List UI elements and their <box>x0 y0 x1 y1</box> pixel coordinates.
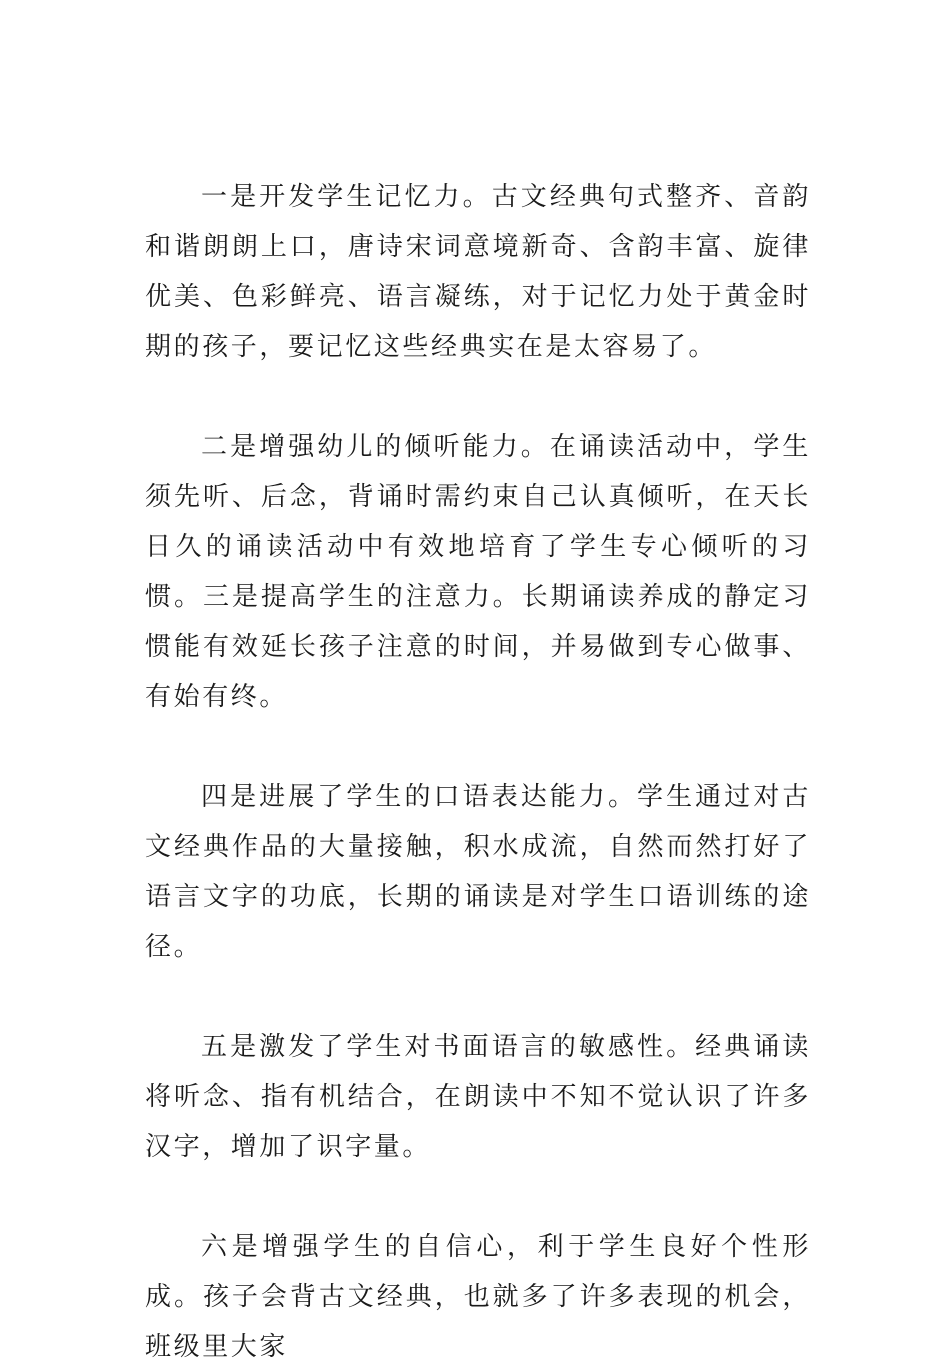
document-body <box>145 172 811 1372</box>
paragraph-written-language: 五是激发了学生对书面语言的敏感性。经典诵读将听念、指有机结合，在朗读中不知不觉认识了许多汉字，增加了识字量。 <box>145 1032 811 1162</box>
paragraph-confidence: 六是增强学生的自信心，利于学生良好个性形成。孩子会背古文经典，也就多了许多表现的机会，班级里大家 <box>145 1232 811 1362</box>
paragraph-listening: 二是增强幼儿的倾听能力。在诵读活动中，学生须先听、后念，背诵时需约束自己认真倾听，在天长日久的诵读活动中有效地培育了学生专心倾听的习惯。三是提高学生的注意力。长期诵读养成的静定习惯能有效延长孩子注意的时间，并易做到专心做事、有始有终。 <box>145 432 811 712</box>
paragraph-oral-expression: 四是进展了学生的口语表达能力。学生通过对古文经典作品的大量接触，积水成流，自然而然打好了语言文字的功底，长期的诵读是对学生口语训练的途径。 <box>145 782 811 962</box>
paragraph-memory: 一是开发学生记忆力。古文经典句式整齐、音韵和谐朗朗上口，唐诗宋词意境新奇、含韵丰富、旋律优美、色彩鲜亮、语言凝练，对于记忆力处于黄金时期的孩子，要记忆这些经典实在是太容易了。 <box>145 182 811 362</box>
